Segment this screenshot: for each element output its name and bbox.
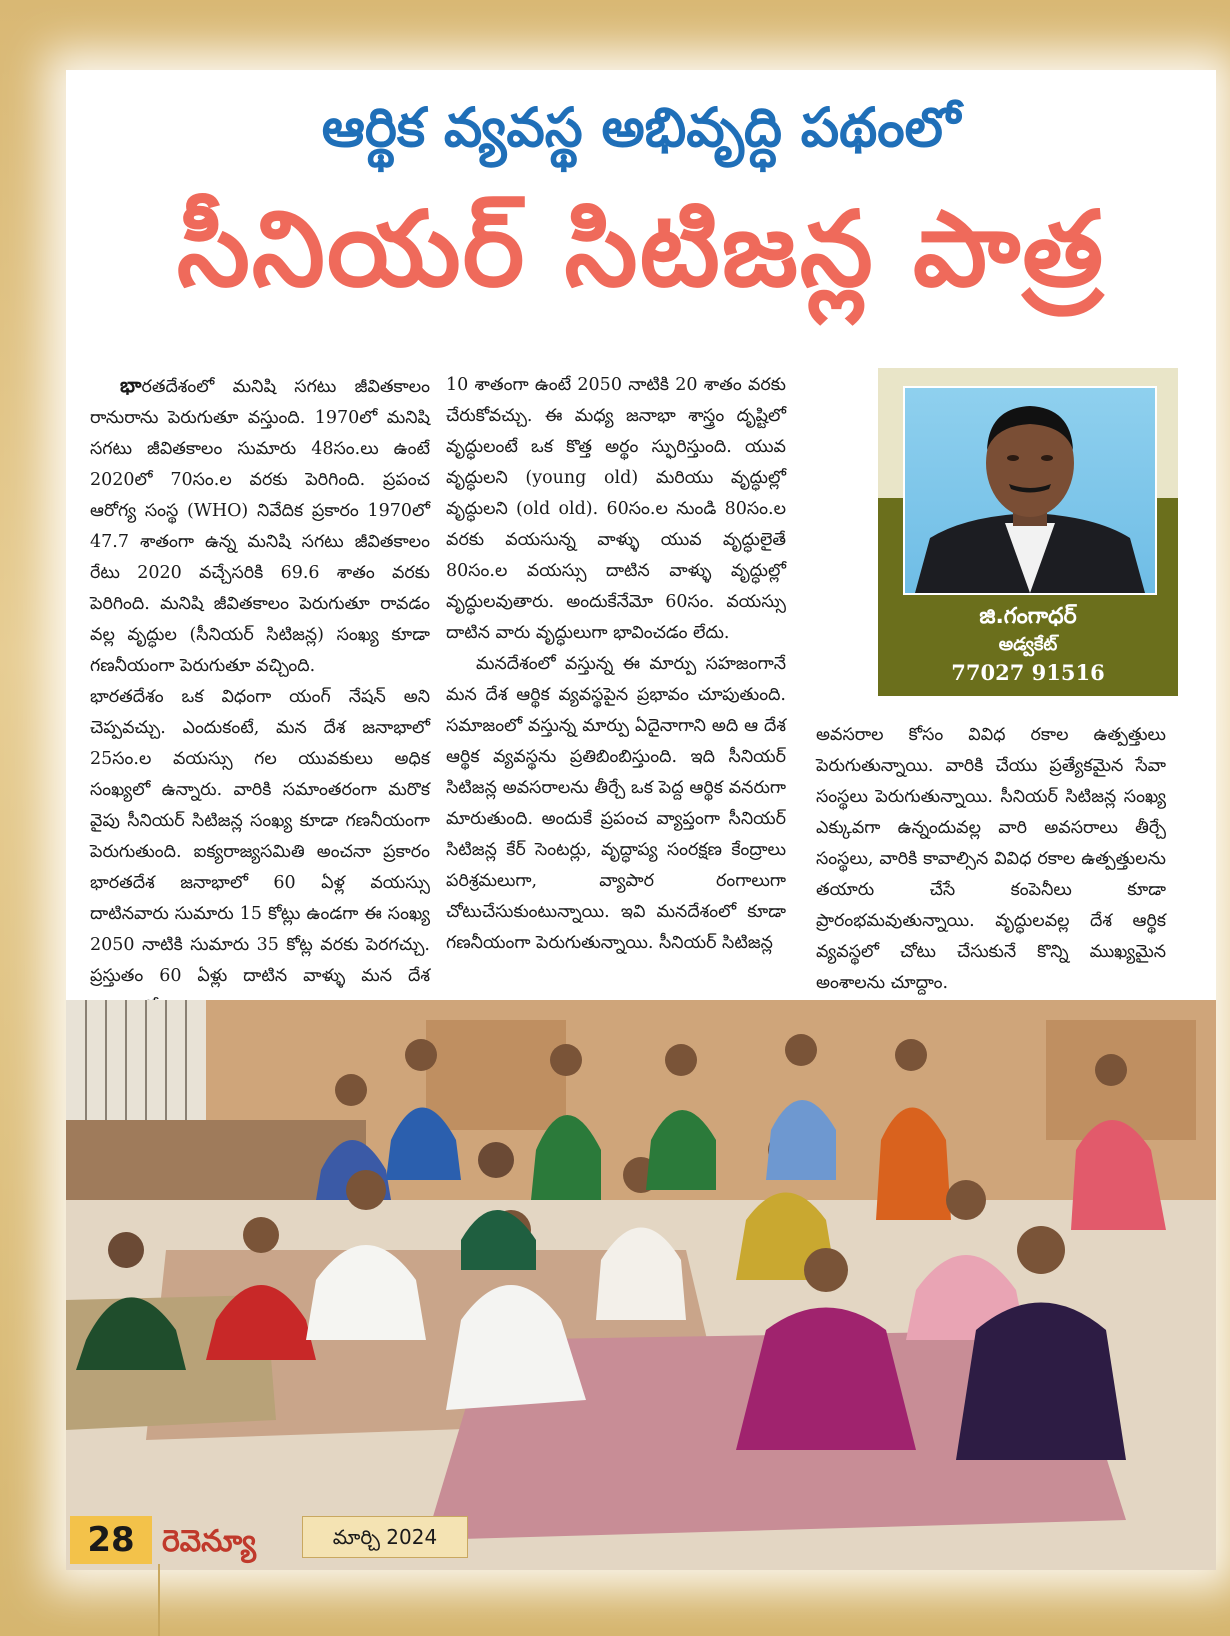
author-photo [903, 386, 1157, 595]
col3-paragraph-1: అవసరాల కోసం వివిధ రకాల ఉత్పత్తులు పెరుగుతున్నాయి. వారికి చేయు ప్రత్యేకమైన సేవా సంస్థలు పెరుగుతున్నాయి. సీనియర్ సిటిజన్ల సంఖ్య ఎక్కువగా ఉన్నందువల్ల వారి అవసరాలు తీర్చే సంస్థలు, వారికి కావాల్సిన వివిధ రకాల ఉత్పత్తులను తయారు చేసే కంపెనీలు కూడా ప్రారంభమవుతున్నాయి. వృద్ధులవల్ల దేశ ఆర్థిక వ్యవస్థలో చోటు చేసుకునే కొన్ని ముఖ్యమైన అంశాలను చూద్దాం. [816, 725, 1166, 993]
col2-paragraph-1: 10 శాతంగా ఉంటే 2050 నాటికి 20 శాతం వరకు చేరుకోవచ్చు. ఈ మధ్య జనాభా శాస్త్రం దృష్టిలో వృద్ధులంటే ఒక కొత్త అర్థం స్ఫురిస్తుంది. యువ వృద్ధులని (young old) మరియు వృద్ధుల్లో వృద్ధులని (old old). 60సం.ల నుండి 80సం.ల వరకు వయసున్న వాళ్ళు యువ వృద్ధులైతే 80సం.ల వయస్సు దాటిన వాళ్ళు వృద్ధుల్లో వృద్ధులవుతారు. అందుకేనేమో 60సం. వయస్సు దాటిన వారు వృద్ధులుగా భావించడం లేదు. [446, 375, 786, 643]
article-kicker: ఆర్థిక వ్యవస్థ అభివృద్ధి పథంలో [321, 96, 961, 159]
article-column-2 [446, 370, 786, 959]
article-column-1 [90, 370, 430, 1023]
yoga-scene-illustration [66, 1000, 1216, 1570]
col1-paragraph-1-text: రతదేశంలో మనిషి సగటు జీవితకాలం రానురాను పెరుగుతూ వస్తుంది. 1970లో మనిషి సగటు జీవితకాలం సుమారు 48సం.లు ఉంటే 2020లో 70సం.ల వరకు పెరిగింది. ప్రపంచ ఆరోగ్య సంస్థ (WHO) నివేదిక ప్రకారం 1970లో 47.7 శాతంగా ఉన్న మనిషి సగటు జీవితకాలం రేటు 2020 వచ్చేసరికి 69.6 శాతం వరకు పెరిగింది. మనిషి జీవితకాలం పెరుగుతూ రావడం వల్ల వృద్ధుల (సీనియర్ సిటిజన్ల) సంఖ్య కూడా గణనీయంగా పెరుగుతూ వచ్చింది. [90, 377, 430, 676]
col2-paragraph-2: మనదేశంలో వస్తున్న ఈ మార్పు సహజంగానే మన దేశ ఆర్థిక వ్యవస్థపైన ప్రభావం చూపుతుంది. సమాజంలో వస్తున్న మార్పు ఏదైనాగాని అది ఆ దేశ ఆర్థిక వ్యవస్థను ప్రతిబింబిస్తుంది. ఇది సీనియర్ సిటిజన్ల అవసరాలను తీర్చే ఒక పెద్ద ఆర్థిక వనరుగా మారుతుంది. అందుకే ప్రపంచ వ్యాప్తంగా సీనియర్ సిటిజన్ల కేర్ సెంటర్లు, వృద్ధాప్య సంరక్షణ కేంద్రాలు పరిశ్రమలుగా, వ్యాపార రంగాలుగా చోటుచేసుకుంటున్నాయి. ఇవి మనదేశంలో కూడా గణనీయంగా పెరుగుతున్నాయి. సీనియర్ సిటిజన్ల [446, 654, 786, 953]
magazine-name: రెవెన్యూ [162, 1524, 256, 1559]
footer-divider [158, 1564, 160, 1636]
author-name: జి.గంగాధర్ [979, 604, 1077, 629]
author-phone: 77027 91516 [951, 660, 1105, 685]
yoga-group-photo [66, 1000, 1216, 1570]
issue-date: మార్చి 2024 [302, 1516, 468, 1558]
author-title: అడ్వకేట్ [998, 634, 1058, 655]
article-headline: సీనియర్ సిటిజన్ల పాత్ర [176, 188, 1106, 310]
page-number: 28 [70, 1516, 152, 1564]
author-box [878, 368, 1178, 696]
article-page [66, 70, 1216, 1570]
dropcap: భా [120, 373, 142, 397]
col1-paragraph-1 [90, 370, 430, 682]
col1-paragraph-2: భారతదేశం ఒక విధంగా యంగ్ నేషన్ అని చెప్పవచ్చు. ఎందుకంటే, మన దేశ జనాభాలో 25సం.ల వయస్సు గల యువకులు అధిక సంఖ్యలో ఉన్నారు. వారికి సమాంతరంగా మరొక వైపు సీనియర్ సిటిజన్ల సంఖ్య కూడా గణనీయంగా పెరుగుతుంది. ఐక్యరాజ్యసమితి అంచనా ప్రకారం భారతదేశ జనాభాలో 60 ఏళ్ల వయస్సు దాటినవారు సుమారు 15 కోట్లు ఉండగా ఈ సంఖ్య 2050 నాటికి సుమారు 35 కోట్ల వరకు పెరగచ్చు. ప్రస్తుతం 60 ఏళ్లు దాటిన వాళ్ళు మన దేశ [90, 687, 430, 986]
author-portrait [905, 388, 1155, 593]
article-column-3 [816, 720, 1166, 999]
